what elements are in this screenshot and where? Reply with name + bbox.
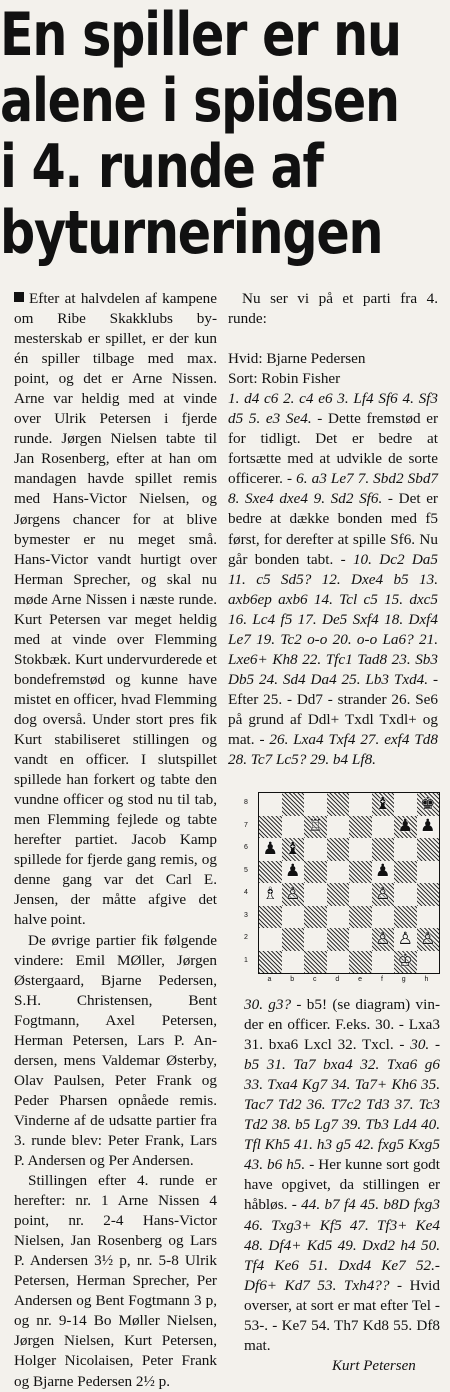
white-player: Hvid: Bjarne Pedersen — [228, 350, 366, 368]
moves-4: 26. Lxa4 Txf4 27. exf4 Td8 28. Tc7 Lc5? 29. b4 Lf8. — [228, 730, 438, 769]
after-text-3: - Hvid overser, at sort er mat efter Tel - 53-. - Ke7 54. Th7 Kd8 55. Df8 mat. — [244, 1276, 440, 1354]
right-column-continued — [244, 995, 440, 1356]
board-square-d4 — [327, 883, 350, 906]
board-square-c4 — [304, 883, 327, 906]
after-text-1: - b5! (se diagram) vinder en officer. F.eks. 30. - Lxa3 31. bxa6 Lxcl 32. Txcl. - — [244, 996, 440, 1054]
rank-label: 5 — [244, 866, 248, 874]
board-square-b5 — [282, 861, 305, 884]
chess-piece-icon: ♟ — [420, 816, 436, 837]
file-labels — [258, 976, 438, 983]
board-square-e8 — [349, 793, 372, 816]
paragraph-3: Stillingen efter 4. runde er herefter: nr. 1 Arne Nissen 4 point, nr. 2-4 Hans-Victor Nielsen, Jan Rosenberg og Lars P. Andersen 3½ p, nr. 5-8 Ulrik Petersen, Herman Sprecher, Per Andersen og Bent Fogtmann 3 p, og nr. 9-14 Bo Møller Nielsen, Jørgen Nielsen, Kurt Petersen, Holger Nicolaisen, Peter Frank og Bjarne Pedersen 2½ p. — [14, 1172, 217, 1390]
headline-line-2: alene i spidsen — [0, 66, 399, 136]
board-square-c1 — [304, 951, 327, 974]
chess-piece-icon: ♖ — [307, 816, 323, 837]
chess-piece-icon: ♗ — [262, 883, 278, 904]
chess-piece-icon: ♝ — [285, 838, 301, 859]
board-square-d8 — [327, 793, 350, 816]
board-square-f4 — [372, 883, 395, 906]
board-square-c5 — [304, 861, 327, 884]
rank-label: 7 — [244, 821, 248, 829]
comment-3: - Efter 25. - Dd7 - strander 26. Se6 på grund af Ddl+ Txdl Txdl+ og mat. - — [228, 670, 439, 748]
board-square-c6 — [304, 838, 327, 861]
chess-piece-icon: ♚ — [420, 793, 436, 814]
chess-piece-icon: ♙ — [397, 928, 413, 949]
author-byline: Kurt Petersen — [332, 1358, 416, 1374]
after-moves-1: 30. g3? — [244, 996, 292, 1013]
rank-label: 8 — [244, 799, 248, 806]
board-square-e5 — [349, 861, 372, 884]
chess-piece-icon: ♝ — [375, 793, 391, 814]
black-player: Sort: Robin Fisher — [228, 370, 341, 388]
moves-3: 10. Dc2 Da5 11. c5 Sd5? 12. Dxe4 b5 13. axb6ep axb6 14. Tcl c5 15. dxc5 16. Lc4 f5 17. De5 Sxf4 18. Dxf4 Le7 19. Tc2 o-o 20. o-o La6? 21. Lxe6+ Kh8 22. Tfc1 Tad8 23. Sb3 Db5 24. Sd4 Da4 25. Lb3 Txd4. — [228, 550, 438, 688]
file-label: g — [401, 976, 406, 983]
rank-label: 3 — [244, 911, 248, 919]
board-square-g7 — [394, 816, 417, 839]
board-square-e3 — [349, 906, 372, 929]
board-square-g3 — [394, 906, 417, 929]
board-square-e2 — [349, 928, 372, 951]
headline-line-3: i 4. runde af — [0, 132, 323, 202]
board-square-g6 — [394, 838, 417, 861]
board-square-h1 — [417, 951, 440, 974]
board-square-f6 — [372, 838, 395, 861]
after-text-2: - Her kunne sort godt have opgivet, da stillingen er håbløs. - — [244, 1156, 440, 1214]
board-square-d7 — [327, 816, 350, 839]
game-continuation — [244, 995, 440, 1356]
board-square-g2 — [394, 928, 417, 951]
board-square-h7 — [417, 816, 440, 839]
after-moves-2: 30. - b5 31. Ta7 bxa4 32. Txa6 g6 33. Txa4 Kg7 34. Ta7+ Kh6 35. Tac7 Td2 36. T7c2 Td3 37. Tc3 Td2 38. b5 Lg7 39. Tb3 Ld4 40. Tfl Kh5 41. h3 g5 42. fxg5 Kxg5 43. b6 h5. — [244, 1036, 441, 1174]
file-label: b — [290, 976, 295, 983]
board-square-d2 — [327, 928, 350, 951]
board-square-h8 — [417, 793, 440, 816]
board-square-g5 — [394, 861, 417, 884]
board-square-a4 — [259, 883, 282, 906]
rank-label: 4 — [244, 889, 248, 896]
rank-label: 6 — [244, 844, 248, 851]
board-square-h4 — [417, 883, 440, 906]
bullet-square — [14, 292, 24, 302]
board-square-d1 — [327, 951, 350, 974]
board-square-b1 — [282, 951, 305, 974]
board-square-a6 — [259, 838, 282, 861]
board-square-c7 — [304, 816, 327, 839]
headline-line-1: En spiller er nu — [0, 0, 401, 70]
headline-line-4: byturneringen — [0, 198, 383, 268]
after-moves-3: 44. b7 f4 45. b8D fxg3 46. Txg3+ Kf5 47. Tf3+ Ke4 48. Df4+ Kd5 49. Dxd2 h4 50. Tf4 Ke6 51. Dxd4 Ke7 52.- Df6+ Kd7 53. Txh4?? — [244, 1196, 440, 1294]
chess-piece-icon: ♔ — [397, 951, 413, 972]
board-square-f1 — [372, 951, 395, 974]
board-square-b4 — [282, 883, 305, 906]
chess-piece-icon: ♙ — [375, 883, 391, 904]
board-square-h2 — [417, 928, 440, 951]
chess-piece-icon: ♙ — [285, 883, 301, 904]
board-square-c2 — [304, 928, 327, 951]
moves-1: 1. d4 c6 2. c4 e6 3. Lf4 Sf6 4. Sf3 d5 5. e3 Se4. — [228, 390, 438, 428]
board-square-e4 — [349, 883, 372, 906]
file-label: d — [335, 976, 340, 983]
chess-board — [258, 792, 440, 974]
board-square-h3 — [417, 906, 440, 929]
file-label: e — [358, 976, 363, 983]
board-square-f2 — [372, 928, 395, 951]
chess-piece-icon: ♟ — [262, 838, 278, 859]
right-column — [228, 289, 438, 770]
board-square-a1 — [259, 951, 282, 974]
board-square-a2 — [259, 928, 282, 951]
file-label: f — [380, 976, 383, 983]
chess-piece-icon: ♙ — [375, 928, 391, 949]
board-square-g8 — [394, 793, 417, 816]
board-square-f3 — [372, 906, 395, 929]
board-square-e1 — [349, 951, 372, 974]
headline — [0, 0, 401, 268]
board-square-b7 — [282, 816, 305, 839]
paragraph-2: De øvrige partier fik følgende vindere: Emil MØller, Jørgen Østergaard, Bjarne Pedersen, S.H. Christensen, Bent Fogtmann, Axel Petersen, Herman Petersen, Lars P. Andersen, mens Valdemar Østerby, Olav Paulsen, Peter Frank og Peder Pharsen opnåede remis. Vinderne af de udsatte partier fra 3. runde blev: Peter Frank, Lars P. Andersen og Per Andersen. — [14, 931, 217, 1170]
board-square-b2 — [282, 928, 305, 951]
board-square-a7 — [259, 816, 282, 839]
moves-2: 6. a3 Le7 7. Sbd2 Sbd7 8. Sxe4 dxe4 9. Sd2 Sf6. — [228, 470, 439, 508]
paragraph-1 — [14, 289, 217, 931]
rank-labels — [244, 792, 252, 972]
board-square-f8 — [372, 793, 395, 816]
board-square-b3 — [282, 906, 305, 929]
file-label: c — [313, 976, 317, 983]
chess-piece-icon: ♟ — [285, 861, 301, 882]
board-square-d5 — [327, 861, 350, 884]
board-square-d3 — [327, 906, 350, 929]
comment-1: - Dette fremstød er for tidligt. Det er bedre at fortsætte med at udvikle de sorte officerer. - — [228, 410, 438, 488]
board-square-g1 — [394, 951, 417, 974]
board-square-e6 — [349, 838, 372, 861]
board-square-c3 — [304, 906, 327, 929]
board-square-b6 — [282, 838, 305, 861]
chess-diagram — [244, 788, 444, 983]
game-notation — [228, 389, 438, 770]
board-square-c8 — [304, 793, 327, 816]
board-square-d6 — [327, 838, 350, 861]
paragraph-1-text: Efter at halvdelen af kampene om Ribe Skakklubs bymesterskab er spillet, er der kun én spiller tilbage med max. point, og det er Arne Nissen. Arne var heldig med at vinde over Ulrik Petersen i fjerde runde. Jørgen Nielsen tabte til Jan Rosenberg, efter at han om mandagen havde spillet remis med Hans-Victor Nielsen, og Jørgens chancer for at blive bymester er nu meget små. Hans-Victor vandt hurtigt over Herman Sprecher, og skal nu møde Arne Nissen i næste runde. Kurt Petersen var meget heldig med at vinde over Flemming Stokbæk. Kurt undervurderede et bondefremstød og kunne have mistet en officer, hvad Flemming dog overså. Under stort pres fik Kurt stabiliseret stillingen og vandt en officer. I slutspillet spillede han forkert og tabte den vundne officer og stod nu til tab, men Flemming fejlede og tabte herefter partiet. Jacob Kamp spillede for fjerde gang remis, og denne gang var det Carl E. Jensen, der måtte afgive det halve point. — [14, 290, 217, 929]
board-square-f7 — [372, 816, 395, 839]
file-label: h — [424, 976, 429, 983]
board-square-a5 — [259, 861, 282, 884]
left-column — [14, 289, 217, 1392]
rank-label: 1 — [244, 956, 248, 964]
board-square-f5 — [372, 861, 395, 884]
board-square-h5 — [417, 861, 440, 884]
board-square-b8 — [282, 793, 305, 816]
game-intro: Nu ser vi på et parti fra 4. runde: — [228, 290, 438, 328]
chess-piece-icon: ♟ — [397, 816, 413, 837]
board-square-a8 — [259, 793, 282, 816]
comment-2: - Det er bedre at dække bonden med f5 først, for derefter at spille Sf6. Nu går bonden tabt. - — [228, 490, 438, 568]
board-square-a3 — [259, 906, 282, 929]
rank-label: 2 — [244, 934, 248, 941]
chess-piece-icon: ♟ — [375, 861, 391, 882]
file-label: a — [267, 976, 272, 983]
board-square-g4 — [394, 883, 417, 906]
board-square-h6 — [417, 838, 440, 861]
board-square-e7 — [349, 816, 372, 839]
chess-piece-icon: ♙ — [420, 928, 436, 949]
